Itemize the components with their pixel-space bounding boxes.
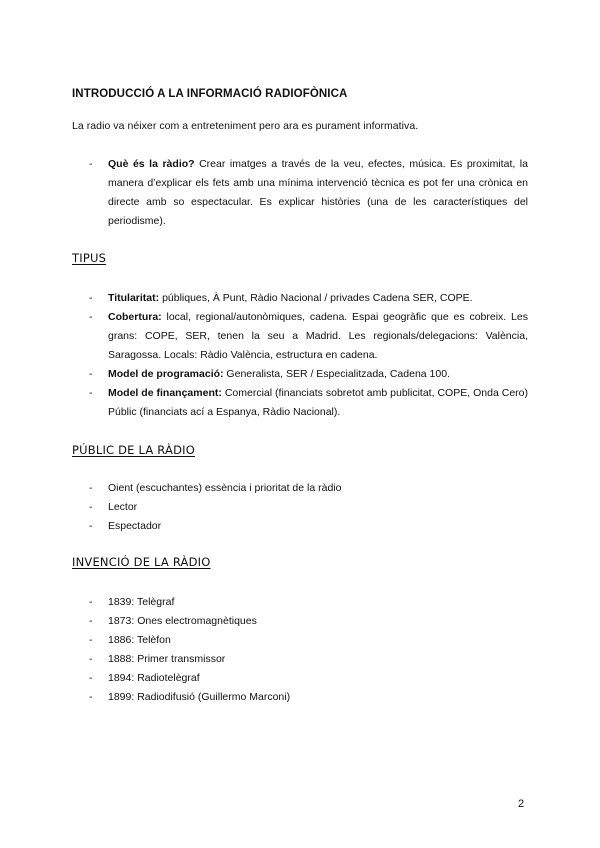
intro-paragraph: La radio va néixer com a entreteniment pero ara es purament informativa.	[72, 120, 419, 132]
list-item	[72, 631, 528, 650]
item-text: local, regional/autonòmiques, cadena. Espai geogràfic que es cobreix. Les grans: COPE, SER, tenen la seu a Madrid. Les regionals/delegacions: València, Saragossa. Locals: Ràdio València, estructura en cadena.	[108, 311, 528, 361]
list-item	[72, 593, 528, 612]
item-text: 1886: Telèfon	[108, 634, 171, 646]
definition-term: Què és la ràdio?	[108, 158, 195, 170]
item-term: Model de finançament:	[108, 387, 222, 399]
list-item	[72, 289, 528, 308]
dash-bullet: -	[89, 520, 93, 532]
list-item	[72, 669, 528, 688]
list-item	[72, 365, 528, 384]
tipus-list	[72, 289, 528, 422]
dash-bullet: -	[89, 311, 93, 323]
item-text: 1839: Telègraf	[108, 596, 175, 608]
list-item	[72, 479, 528, 498]
dash-bullet: -	[89, 387, 93, 399]
dash-bullet: -	[89, 672, 93, 684]
dash-bullet: -	[89, 501, 93, 513]
item-text: 1888: Primer transmissor	[108, 653, 226, 665]
list-item	[72, 155, 528, 231]
list-item	[72, 517, 528, 536]
item-text: Espectador	[108, 520, 162, 532]
dash-bullet: -	[89, 158, 93, 170]
item-text: 1873: Ones electromagnètiques	[108, 615, 257, 627]
item-text: Comercial (financiats sobretot amb publicitat, COPE, Onda Cero) Públic (financiats ací a Espanya, Ràdio Nacional).	[108, 387, 529, 418]
public-list	[72, 479, 528, 536]
list-item	[72, 384, 528, 422]
dash-bullet: -	[89, 653, 93, 665]
section-heading-tipus: TIPUS	[72, 251, 107, 265]
definition-text: Crear imatges a través de la veu, efectes, música. Es proximitat, la manera d’explicar els fets amb una mínima intervenció tècnica es pot fer una crònica en directe amb so espectacular. Es explicar històries (una de les característiques del periodisme).	[108, 158, 528, 227]
dash-bullet: -	[89, 634, 93, 646]
definition-list	[72, 155, 528, 231]
list-item	[72, 498, 528, 517]
dash-bullet: -	[89, 292, 93, 304]
item-text: Lector	[108, 501, 138, 513]
dash-bullet: -	[89, 482, 93, 494]
dash-bullet: -	[89, 691, 93, 703]
dash-bullet: -	[89, 368, 93, 380]
document-title: INTRODUCCIÓ A LA INFORMACIÓ RADIOFÒNICA	[72, 88, 348, 100]
item-term: Model de programació:	[108, 368, 224, 380]
dash-bullet: -	[89, 596, 93, 608]
section-heading-public: PÚBLIC DE LA RÀDIO	[72, 443, 195, 457]
item-text: 1894: Radiotelègraf	[108, 672, 200, 684]
list-item	[72, 688, 528, 707]
item-term: Cobertura:	[108, 311, 162, 323]
list-item	[72, 612, 528, 631]
item-text: Oient (escuchantes) essència i prioritat de la ràdio	[108, 482, 342, 494]
item-text: Generalista, SER / Especialitzada, Cadena 100.	[223, 368, 450, 380]
item-text: públiques, À Punt, Ràdio Nacional / privades Cadena SER, COPE.	[159, 292, 473, 304]
invencio-list	[72, 593, 528, 707]
dash-bullet: -	[89, 615, 93, 627]
page-number: 2	[518, 798, 525, 810]
list-item	[72, 650, 528, 669]
section-heading-invencio: INVENCIÓ DE LA RÀDIO	[72, 555, 211, 569]
item-text: 1899: Radiodifusió (Guillermo Marconi)	[108, 691, 291, 703]
item-term: Titularitat:	[108, 292, 160, 304]
list-item	[72, 308, 528, 365]
